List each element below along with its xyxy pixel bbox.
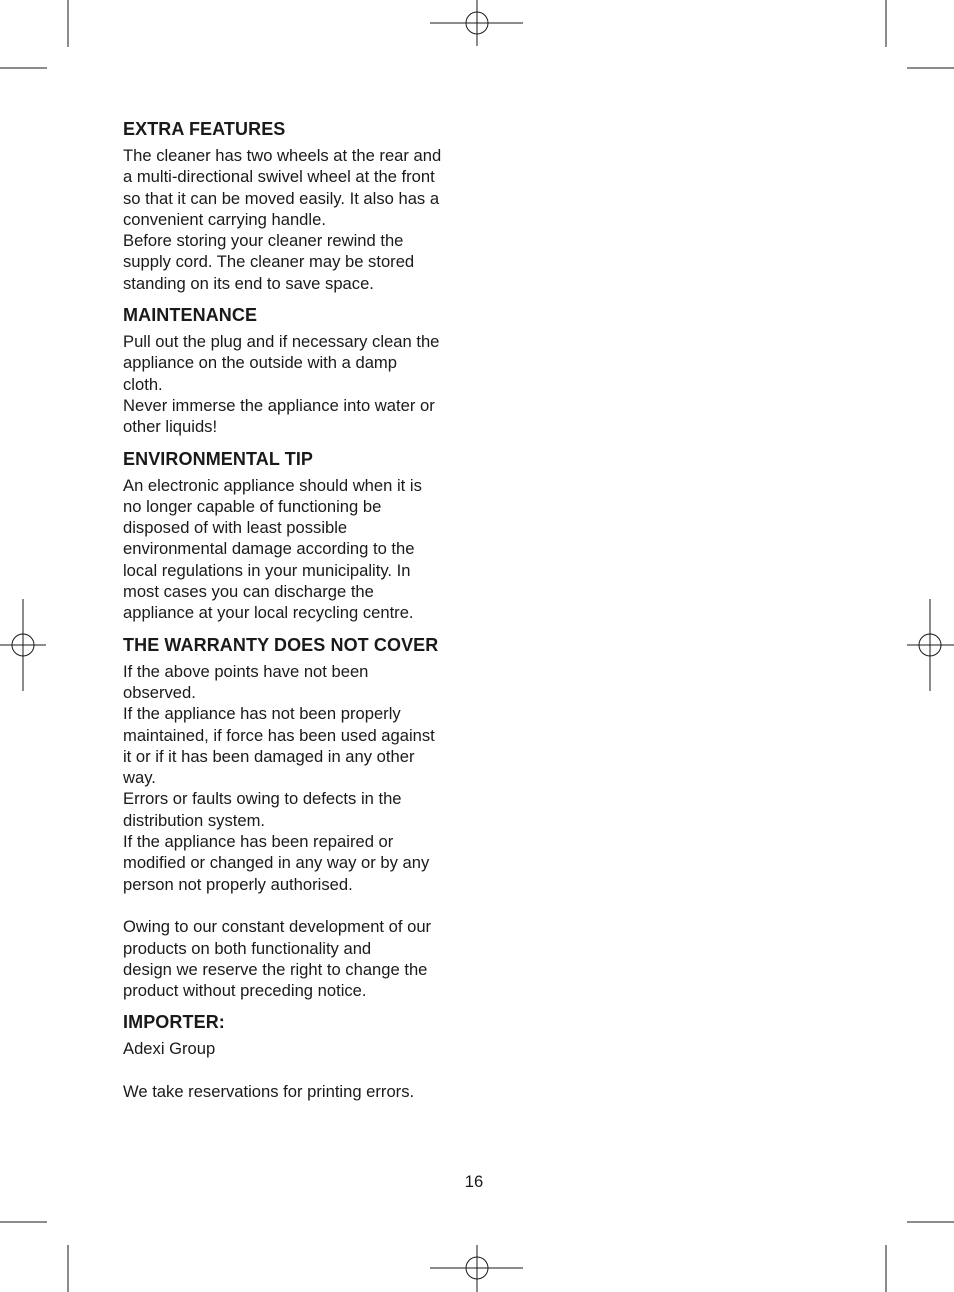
paragraph-line: convenient carrying handle. [123, 209, 326, 229]
section-warranty [123, 633, 468, 1002]
paragraph-line: maintained, if force has been used against [123, 725, 435, 745]
paragraph-line: distribution system. [123, 810, 266, 830]
registration-mark-right [907, 599, 954, 691]
paragraph-gap [123, 895, 468, 916]
paragraph-line: products on both functionality and [123, 938, 372, 958]
paragraph-line: other liquids! [123, 417, 218, 437]
paragraph-line: An electronic appliance should when it is [123, 475, 422, 495]
paragraph-line: product without preceding notice. [123, 981, 367, 1001]
heading-warranty: THE WARRANTY DOES NOT COVER [123, 634, 439, 655]
paragraph-line: supply cord. The cleaner may be stored [123, 252, 415, 272]
paragraph-line: If the appliance has not been properly [123, 704, 401, 724]
paragraph-line: observed. [123, 682, 196, 702]
paragraph-line: The cleaner has two wheels at the rear and [123, 146, 442, 165]
paragraph-line: person not properly authorised. [123, 874, 353, 894]
paragraph-line: If the above points have not been [123, 661, 369, 681]
paragraph-line: standing on its end to save space. [123, 273, 374, 293]
paragraph-line: local regulations in your municipality. In [123, 560, 411, 580]
paragraph-gap [123, 1060, 468, 1081]
paragraph-line: Errors or faults owing to defects in the [123, 789, 402, 809]
paragraph-line: so that it can be moved easily. It also has a [123, 188, 440, 208]
paragraph-line: a multi-directional swivel wheel at the front [123, 167, 435, 187]
paragraph-line: modified or changed in any way or by any [123, 853, 430, 873]
heading-maintenance: MAINTENANCE [123, 305, 258, 326]
paragraph-line: appliance on the outside with a damp [123, 353, 397, 373]
registration-mark-top [430, 0, 523, 46]
section-importer [123, 1010, 468, 1102]
section-environmental-tip [123, 447, 468, 624]
printing-errors-note: We take reservations for printing errors. [123, 1081, 415, 1101]
paragraph-line: design we reserve the right to change the [123, 959, 428, 979]
paragraph-line: Before storing your cleaner rewind the [123, 231, 404, 251]
heading-environmental-tip: ENVIRONMENTAL TIP [123, 448, 314, 469]
page-number [0, 1171, 954, 1192]
section-extra-features [123, 117, 468, 294]
paragraph-line: no longer capable of functioning be [123, 496, 382, 516]
paragraph-line: most cases you can discharge the [123, 582, 374, 602]
paragraph-line: Pull out the plug and if necessary clean the [123, 332, 440, 352]
paragraph-line: disposed of with least possible [123, 518, 348, 538]
heading-extra-features: EXTRA FEATURES [123, 119, 286, 139]
registration-mark-left [0, 599, 46, 691]
registration-mark-bottom [430, 1245, 523, 1292]
paragraph-line: environmental damage according to the [123, 539, 415, 559]
paragraph-line: appliance at your local recycling centre. [123, 603, 414, 623]
paragraph-line: Owing to our constant development of our [123, 917, 432, 937]
paragraph-line: Never immerse the appliance into water or [123, 395, 435, 415]
paragraph-line: way. [123, 768, 156, 788]
heading-importer: IMPORTER: [123, 1012, 225, 1033]
section-maintenance [123, 303, 468, 437]
text-column [123, 117, 468, 1111]
paragraph-line: If the appliance has been repaired or [123, 832, 394, 852]
importer-name: Adexi Group [123, 1039, 216, 1059]
paragraph-line: cloth. [123, 374, 163, 394]
page-number-text: 16 [464, 1172, 484, 1191]
paragraph-line: it or if it has been damaged in any other [123, 746, 415, 766]
